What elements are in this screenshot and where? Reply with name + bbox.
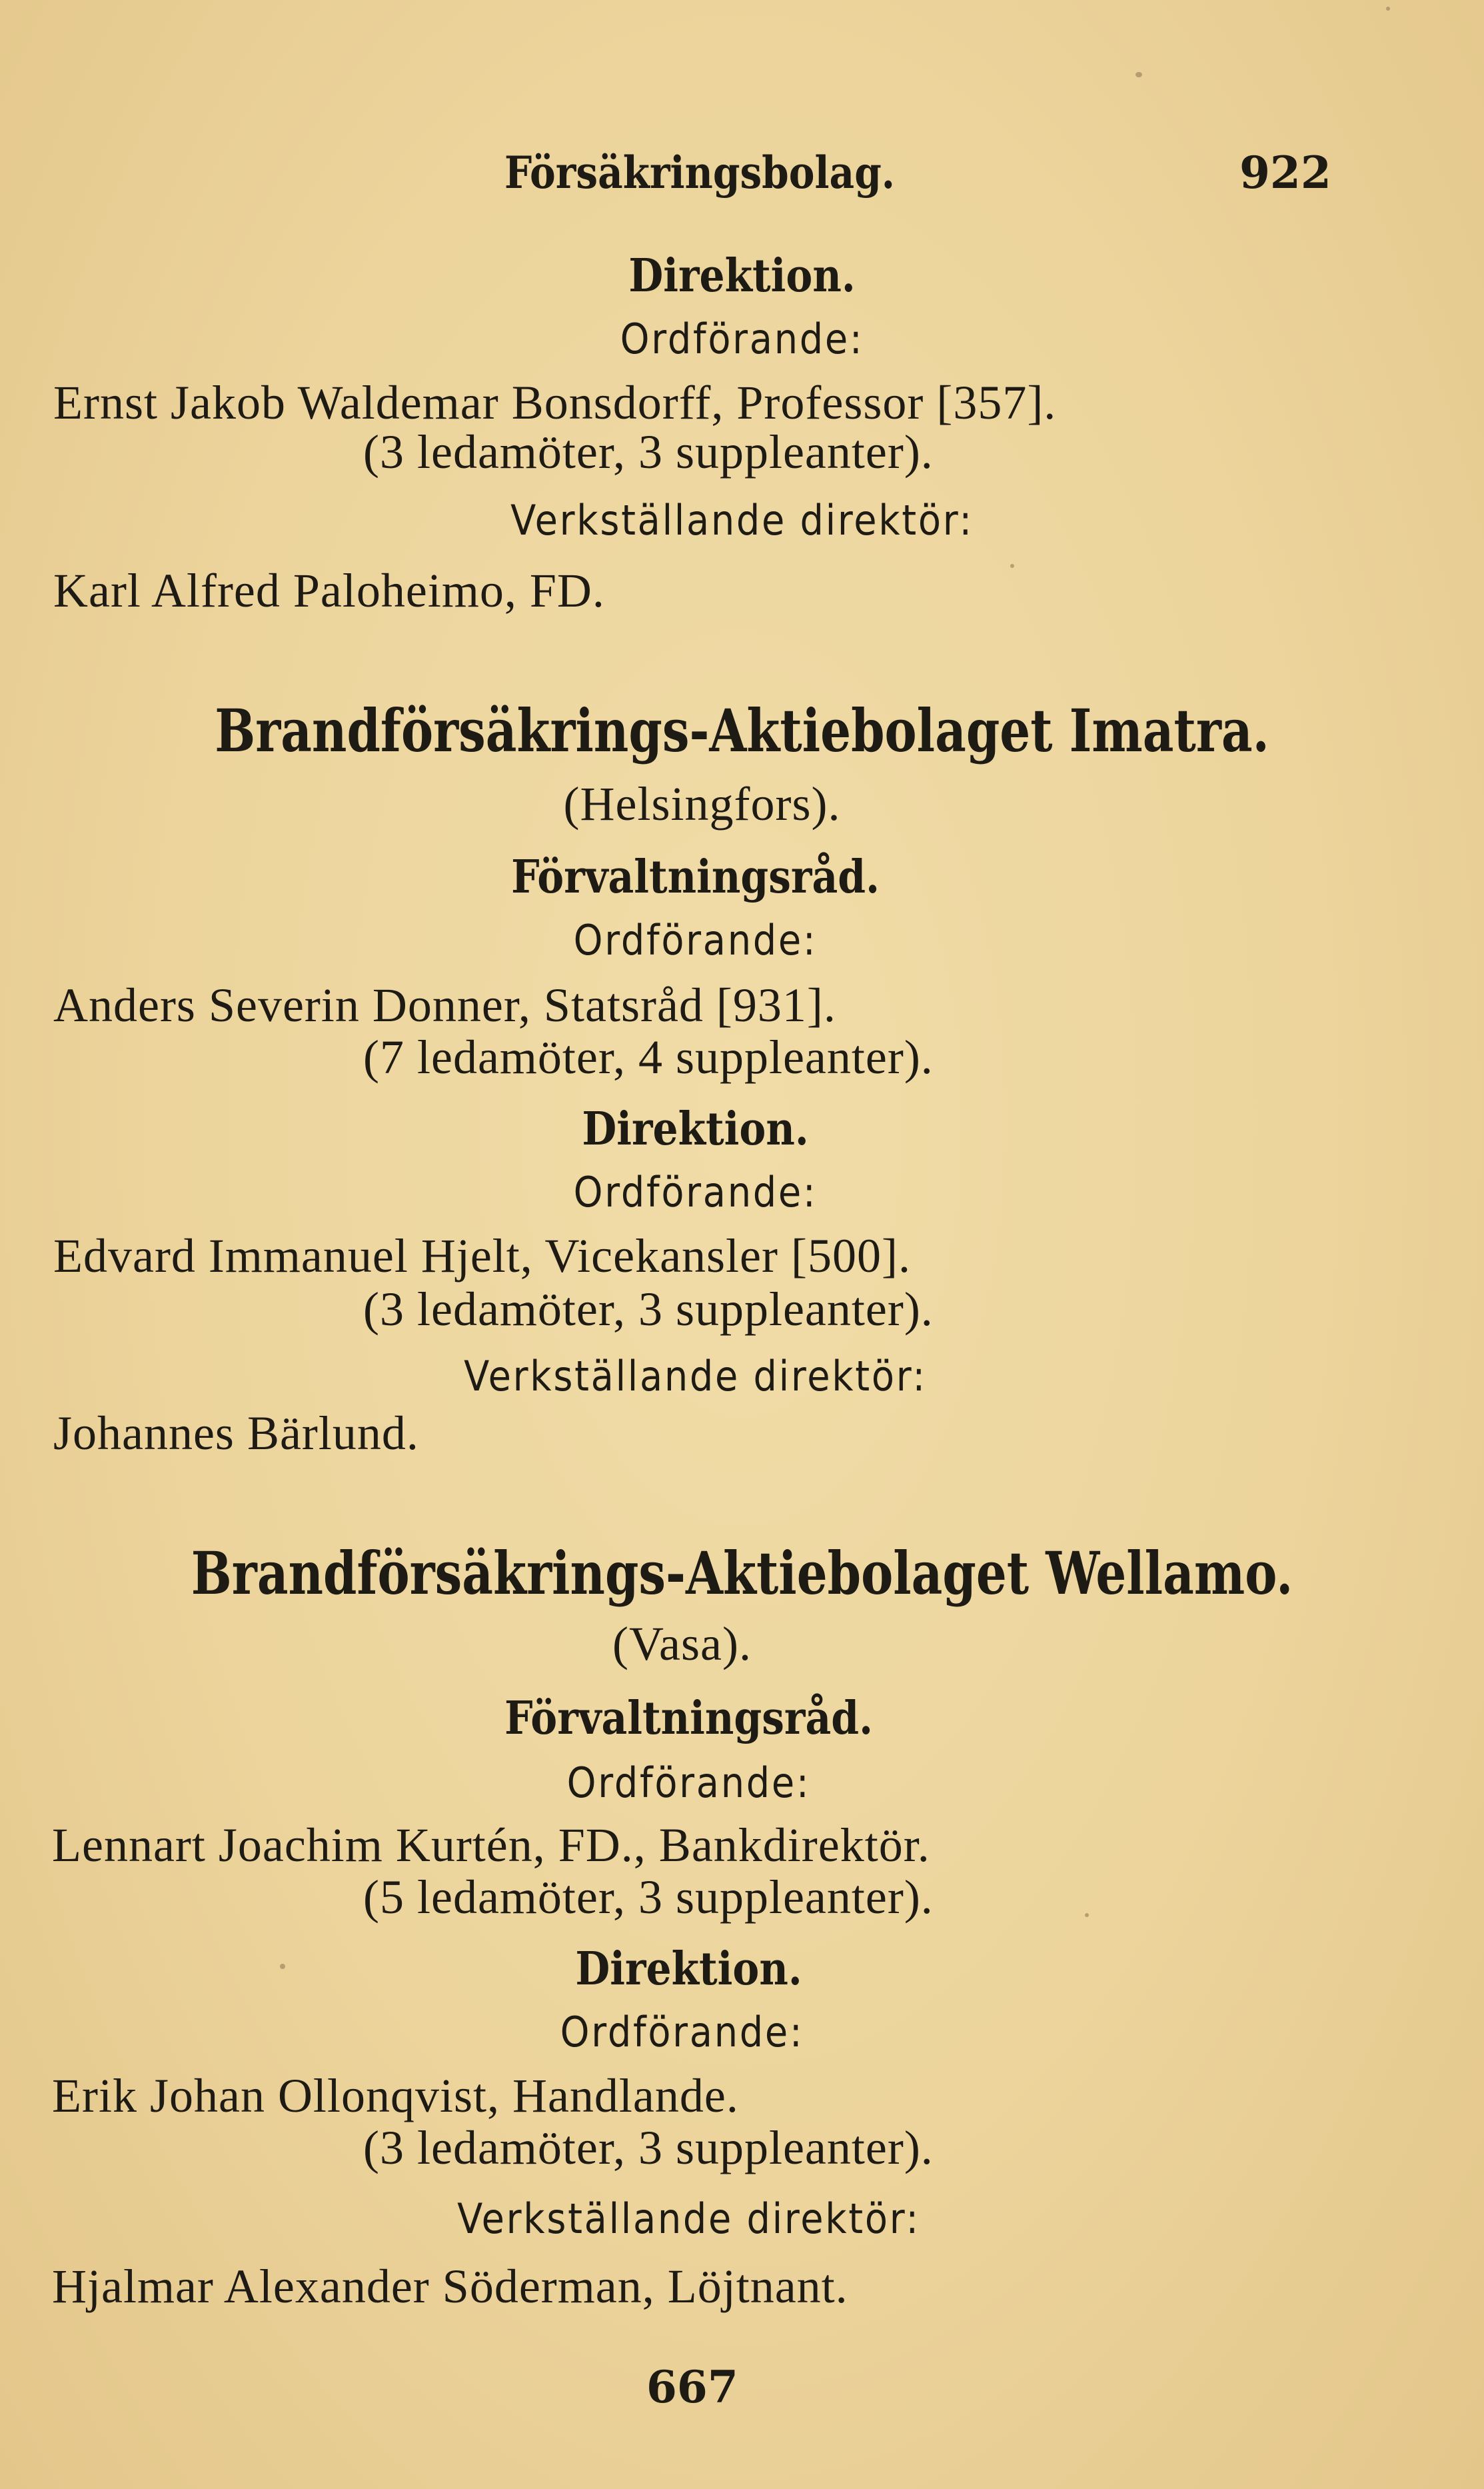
wellamo-location: (Vasa). [612, 1617, 752, 1670]
imatra-md-label: Verkställande direktör: [464, 1352, 927, 1400]
wellamo-md-name: Hjalmar Alexander Söderman, Löjtnant. [52, 2260, 848, 2313]
paper-speck [1386, 7, 1390, 11]
continued-board-heading: Direktion. [628, 249, 856, 303]
footer-page-number: 667 [646, 2361, 738, 2413]
wellamo-board-heading: Direktion. [575, 1942, 802, 1996]
imatra-company-name: Brandförsäkrings-Aktiebolaget Imatra. [215, 696, 1269, 765]
continued-md-name: Karl Alfred Paloheimo, FD. [53, 564, 605, 617]
wellamo-md-label: Verkställande direktör: [457, 2194, 920, 2243]
imatra-council-members: (7 ledamöter, 4 suppleanter). [363, 1031, 934, 1084]
paper-speck [1135, 72, 1142, 77]
continued-chair-name: Ernst Jakob Waldemar Bonsdorff, Professor [357]. [53, 376, 1057, 429]
continued-md-label: Verkställande direktör: [510, 496, 974, 545]
imatra-board-chair-name: Edvard Immanuel Hjelt, Vicekansler [500]. [53, 1229, 911, 1282]
paper-speck [1010, 564, 1014, 568]
wellamo-council-members: (5 ledamöter, 3 suppleanter). [363, 1870, 934, 1924]
imatra-location: (Helsingfors). [563, 777, 841, 831]
imatra-council-chair-name: Anders Severin Donner, Statsråd [931]. [53, 979, 836, 1032]
imatra-md-name: Johannes Bärlund. [53, 1406, 419, 1460]
imatra-board-chair-label: Ordförande: [573, 1168, 818, 1217]
continued-chair-label: Ordförande: [620, 315, 864, 363]
paper-speck [1085, 1913, 1089, 1917]
header-page-number: 922 [1239, 147, 1331, 199]
running-title: Försäkringsbolag. [504, 147, 896, 199]
wellamo-board-members: (3 ledamöter, 3 suppleanter). [363, 2121, 934, 2174]
wellamo-council-chair-name: Lennart Joachim Kurtén, FD., Bankdirektör. [52, 1818, 930, 1872]
imatra-board-heading: Direktion. [582, 1103, 809, 1156]
imatra-council-chair-label: Ordförande: [573, 916, 818, 965]
wellamo-council-chair-label: Ordförande: [566, 1758, 811, 1807]
continued-members: (3 ledamöter, 3 suppleanter). [363, 425, 934, 479]
paper-speck [280, 1964, 285, 1969]
imatra-council-heading: Förvaltningsråd. [511, 851, 880, 904]
wellamo-board-chair-label: Ordförande: [560, 2008, 804, 2056]
imatra-board-members: (3 ledamöter, 3 suppleanter). [363, 1282, 934, 1336]
wellamo-council-heading: Förvaltningsråd. [504, 1692, 873, 1745]
wellamo-company-name: Brandförsäkrings-Aktiebolaget Wellamo. [191, 1538, 1293, 1608]
wellamo-board-chair-name: Erik Johan Ollonqvist, Handlande. [52, 2069, 739, 2122]
